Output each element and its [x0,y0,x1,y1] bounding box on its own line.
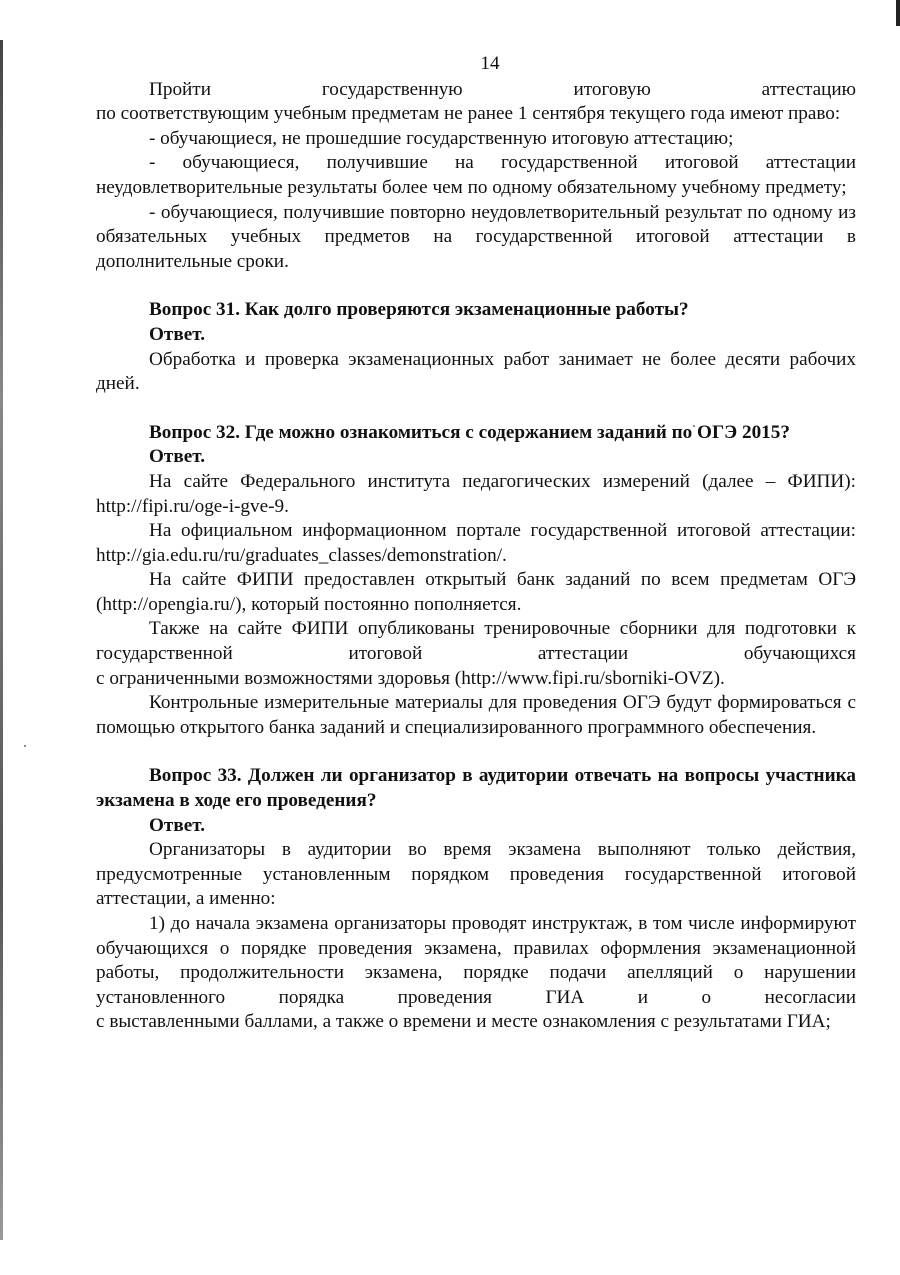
question-31-heading: Вопрос 31. Как долго проверяются экзаменационные работы? [149,299,689,321]
scan-edge-left [0,40,3,1240]
question-32-heading: Вопрос 32. Где можно ознакомиться с содержанием заданий по ОГЭ 2015? [149,421,790,443]
question-33-section [96,764,856,1035]
answer-32-paragraph: На официальном информационном портале государственной итоговой аттестации: http://gia.edu.ru/ru/graduates_classes/demonstration/. [96,520,856,566]
answer-32-paragraph-cont: с ограниченными возможностями здоровья (http://www.fipi.ru/sborniki-OVZ). [96,667,725,689]
page-number: 14 [480,53,500,74]
answer-32-paragraph: На сайте Федерального института педагогических измерений (далее – ФИПИ): http://fipi.ru/oge-i-gve-9. [96,470,856,517]
question-32-section [96,421,856,741]
question-33-heading: Вопрос 33. Должен ли организатор в аудитории отвечать на вопросы участника экзамена в ходе его проведения? [96,765,856,812]
answer-32-label: Ответ. [149,446,206,468]
intro-list-item: - обучающиеся, получившие повторно неудовлетворительный результат по одному из обязательных учебных предметов на государственной итоговой аттестации в дополнительные сроки. [96,201,856,272]
answer-31-text: Обработка и проверка экзаменационных работ занимает не более десяти рабочих дней. [96,348,856,395]
answer-32-paragraph: На сайте ФИПИ предоставлен открытый банк заданий по всем предметам ОГЭ (http://opengia.ru/), который постоянно пополняется. [96,569,856,615]
intro-paragraph-line1: Пройти государственную итоговую аттестацию [149,78,856,100]
document-page [96,52,856,1035]
answer-32-paragraph: Контрольные измерительные материалы для проведения ОГЭ будут формироваться с помощью открытого банка заданий и специализированного программного обеспечения. [96,692,856,738]
intro-list-item: - обучающиеся, не прошедшие государственную итоговую аттестацию; [149,127,734,149]
intro-paragraph-line2: по соответствующим учебным предметам не ранее 1 сентября текущего года имеют право: [96,103,841,125]
answer-32-paragraph: Также на сайте ФИПИ опубликованы тренировочные сборники для подготовки к государственной итоговой аттестации обучающихся [96,618,856,665]
intro-section [96,78,856,275]
answer-33-paragraph: Организаторы в аудитории во время экзамена выполняют только действия, предусмотренные установленным порядком проведения государственной итоговой аттестации, а именно: [96,839,856,910]
question-31-section [96,298,856,396]
intro-list-item: - обучающиеся, получившие на государственной итоговой аттестации неудовлетворительные результаты более чем по одному обязательному учебному предмету; [96,152,856,198]
answer-33-label: Ответ. [149,814,206,836]
answer-33-paragraph: 1) до начала экзамена организаторы проводят инструктаж, в том числе информируют обучающихся о порядке проведения экзамена, правилах оформления экзаменационной работы, продолжительности экзамена, порядке подачи апелляций о нарушении установленного порядка проведения ГИА и о несогласии [96,913,856,1008]
scan-edge-right [896,0,900,26]
answer-33-paragraph-cont: с выставленными баллами, а также о времени и месте ознакомления с результатами ГИА; [96,1011,831,1033]
scan-speck [24,745,26,747]
answer-31-label: Ответ. [149,323,206,345]
